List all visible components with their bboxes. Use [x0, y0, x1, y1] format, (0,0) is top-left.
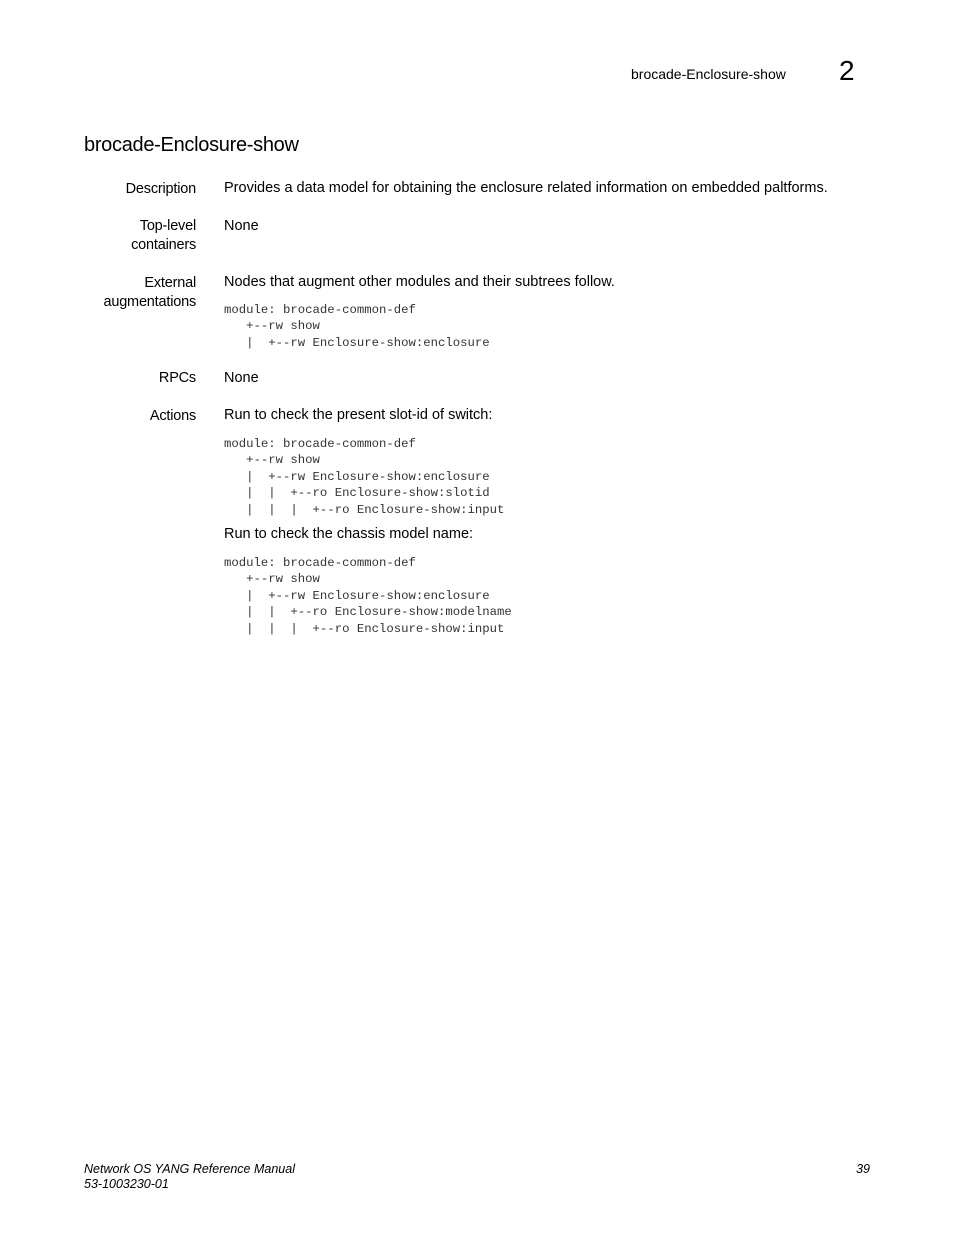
footer-doc-number: 53-1003230-01 — [84, 1177, 169, 1191]
external-label-line1: External — [144, 275, 196, 291]
top-level-label-line2: containers — [131, 237, 196, 253]
chapter-number: 2 — [839, 55, 855, 86]
actions-text-modelname: Run to check the chassis model name: — [224, 526, 474, 542]
actions-label: Actions — [149, 408, 196, 424]
description-label: Description — [125, 181, 196, 197]
rpcs-label: RPCs — [158, 370, 196, 386]
footer-manual-title: Network OS YANG Reference Manual — [84, 1162, 295, 1176]
actions-text-slotid: Run to check the present slot-id of switch: — [224, 407, 493, 423]
external-code-block: module: brocade-common-def +--rw show | +--rw Enclosure-show:enclosure — [224, 303, 490, 350]
running-header-title: brocade-Enclosure-show — [631, 66, 786, 82]
external-augmentations-label — [103, 274, 196, 312]
rpcs-text: None — [224, 370, 259, 386]
section-title: brocade-Enclosure-show — [84, 134, 299, 156]
description-text: Provides a data model for obtaining the enclosure related information on embedded paltforms. — [224, 180, 828, 196]
top-level-containers-label — [131, 217, 196, 255]
page-number: 39 — [856, 1162, 870, 1176]
actions-code-modelname: module: brocade-common-def +--rw show | +--rw Enclosure-show:enclosure | | +--ro Enclosure-show:modelname | | | +--ro Enclosure-show:input — [224, 556, 512, 636]
top-level-text: None — [224, 218, 259, 234]
actions-code-slotid: module: brocade-common-def +--rw show | +--rw Enclosure-show:enclosure | | +--ro Enclosure-show:slotid | | | +--ro Enclosure-show:input — [224, 437, 505, 517]
top-level-label-line1: Top-level — [139, 218, 196, 234]
external-label-line2: augmentations — [103, 294, 196, 310]
external-text: Nodes that augment other modules and their subtrees follow. — [224, 274, 615, 290]
